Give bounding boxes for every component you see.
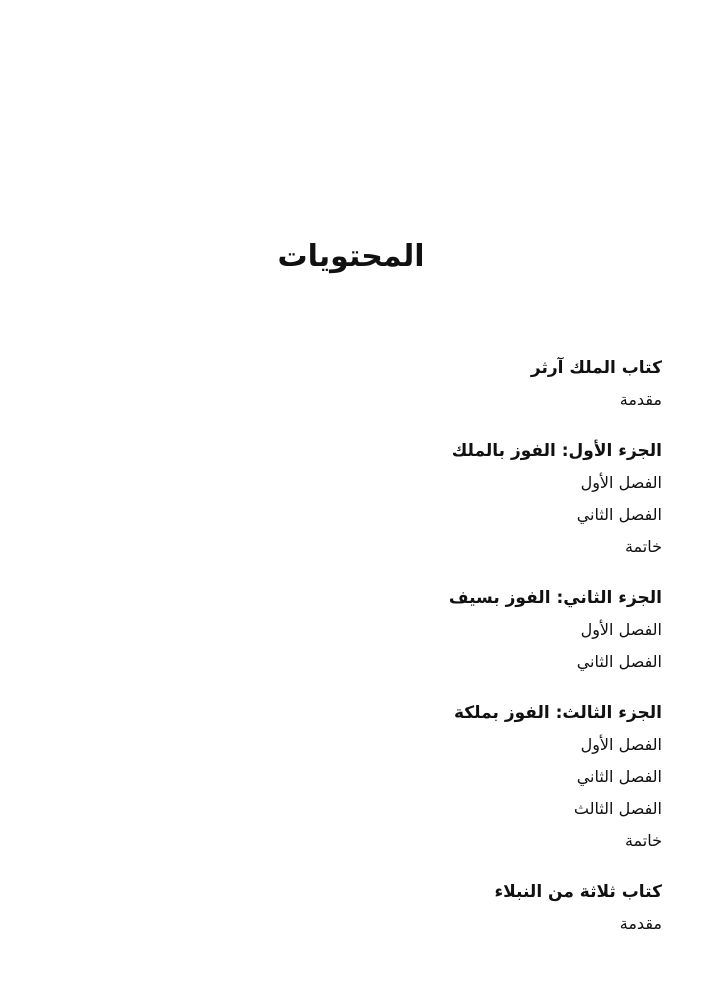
toc-section-heading[interactable]: الجزء الأول: الفوز بالملك bbox=[451, 441, 662, 461]
toc-entry[interactable]: الفصل الأول bbox=[580, 473, 662, 492]
toc-entry[interactable]: مقدمة bbox=[619, 390, 662, 409]
toc-section-heading[interactable]: كتاب ثلاثة من النبلاء bbox=[494, 882, 662, 902]
toc-section-part-two bbox=[262, 582, 662, 678]
toc-section-book-arthur bbox=[262, 352, 662, 416]
toc-section-heading[interactable]: الجزء الثالث: الفوز بملكة bbox=[453, 703, 662, 723]
toc-entry[interactable]: الفصل الثالث bbox=[573, 799, 662, 818]
table-of-contents bbox=[262, 352, 662, 940]
page-title: المحتويات bbox=[277, 239, 425, 275]
toc-entry[interactable]: الفصل الثاني bbox=[576, 652, 662, 671]
toc-section-part-three bbox=[262, 697, 662, 857]
toc-entry[interactable]: خاتمة bbox=[624, 831, 662, 850]
toc-section-heading[interactable]: الجزء الثاني: الفوز بسيف bbox=[448, 588, 662, 608]
toc-entry[interactable]: خاتمة bbox=[624, 537, 662, 556]
toc-section-heading[interactable]: كتاب الملك آرثر bbox=[530, 358, 662, 378]
toc-entry[interactable]: الفصل الأول bbox=[580, 620, 662, 639]
toc-entry[interactable]: الفصل الثاني bbox=[576, 767, 662, 786]
toc-entry[interactable]: الفصل الأول bbox=[580, 735, 662, 754]
toc-section-book-three-nobles bbox=[262, 876, 662, 940]
toc-section-part-one bbox=[262, 435, 662, 563]
toc-entry[interactable]: مقدمة bbox=[619, 914, 662, 933]
toc-entry[interactable]: الفصل الثاني bbox=[576, 505, 662, 524]
